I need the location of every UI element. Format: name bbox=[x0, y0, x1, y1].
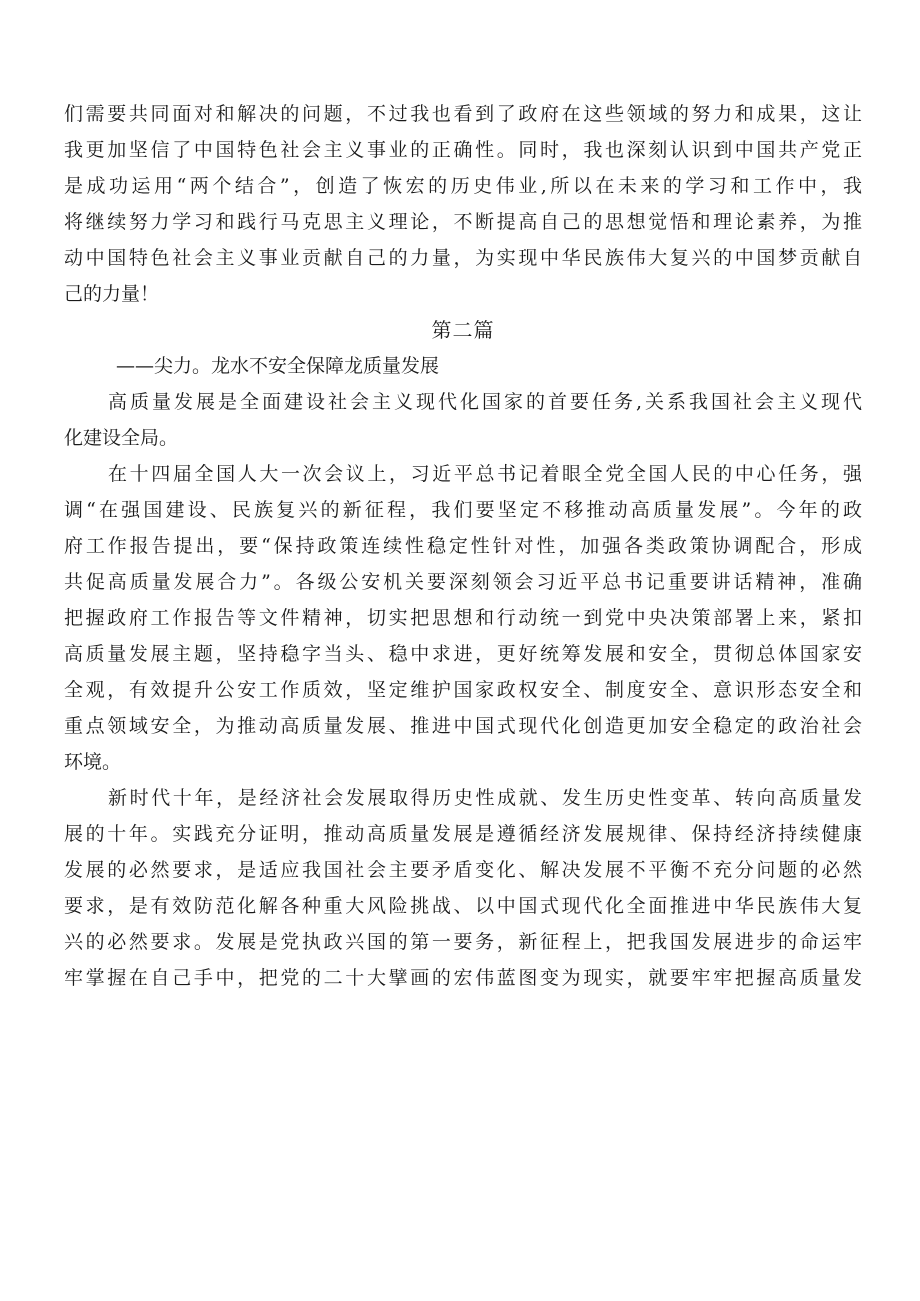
text-line: 府工作报告提出，要“保持政策连续性稳定性针对性，加强各类政策协调配合，形成 bbox=[64, 535, 862, 557]
text-line: 化建设全局。 bbox=[64, 427, 179, 449]
paragraph-3 bbox=[64, 780, 862, 996]
text-line: 是成功运用“两个结合”，创造了恢宏的历史伟业,所以在未来的学习和工作中，我 bbox=[64, 175, 862, 197]
text-line: 我更加坚信了中国特色社会主义事业的正确性。同时，我也深刻认识到中国共产党正 bbox=[64, 139, 862, 161]
text-line: 把握政府工作报告等文件精神，切实把思想和行动统一到党中央决策部署上来，紧扣 bbox=[64, 607, 862, 629]
text-line: 全观，有效提升公安工作质效，坚定维护国家政权安全、制度安全、意识形态安全和 bbox=[64, 679, 862, 701]
text-line: 展的十年。实践充分证明，推动高质量发展是遵循经济发展规律、保持经济持续健康 bbox=[64, 823, 862, 845]
text-line: 们需要共同面对和解决的问题，不过我也看到了政府在这些领域的努力和成果，这让 bbox=[64, 103, 862, 125]
text-line: 在十四届全国人大一次会议上，习近平总书记着眼全党全国人民的中心任务，强 bbox=[108, 463, 862, 485]
text-line: 共促高质量发展合力”。各级公安机关要深刻领会习近平总书记重要讲话精神，准确 bbox=[64, 571, 862, 593]
paragraph-1 bbox=[64, 384, 862, 456]
text-line: 要求，是有效防范化解各种重大风险挑战、以中国式现代化全面推进中华民族伟大复 bbox=[64, 895, 862, 917]
text-line: 环境。 bbox=[64, 751, 122, 773]
text-line: 己的力量！ bbox=[64, 283, 160, 305]
text-line: 高质量发展主题，坚持稳字当头、稳中求进，更好统筹发展和安全，贯彻总体国家安 bbox=[64, 643, 862, 665]
text-line: 将继续努力学习和践行马克思主义理论，不断提高自己的思想觉悟和理论素养，为推 bbox=[64, 211, 862, 233]
text-line: 牢掌握在自己手中，把党的二十大擘画的宏伟蓝图变为现实，就要牢牢把握高质量发 bbox=[64, 967, 862, 989]
document-page bbox=[64, 96, 862, 996]
section-subtitle: ——尖力。龙水不安全保障龙质量发展 bbox=[116, 355, 440, 377]
paragraph-2 bbox=[64, 456, 862, 780]
text-line: 动中国特色社会主义事业贡献自己的力量，为实现中华民族伟大复兴的中国梦贡献自 bbox=[64, 247, 862, 269]
section-heading: 第二篇 bbox=[431, 318, 495, 342]
text-line: 发展的必然要求，是适应我国社会主要矛盾变化、解决发展不平衡不充分问题的必然 bbox=[64, 859, 862, 881]
text-line: 新时代十年，是经济社会发展取得历史性成就、发生历史性变革、转向高质量发 bbox=[108, 787, 862, 809]
text-line: 调“在强国建设、民族复兴的新征程，我们要坚定不移推动高质量发展”。今年的政 bbox=[64, 499, 862, 521]
text-line: 高质量发展是全面建设社会主义现代化国家的首要任务,关系我国社会主义现代 bbox=[108, 391, 862, 413]
text-line: 重点领域安全，为推动高质量发展、推进中国式现代化创造更加安全稳定的政治社会 bbox=[64, 715, 862, 737]
intro-paragraph bbox=[64, 96, 862, 312]
text-line: 兴的必然要求。发展是党执政兴国的第一要务，新征程上，把我国发展进步的命运牢 bbox=[64, 931, 862, 953]
